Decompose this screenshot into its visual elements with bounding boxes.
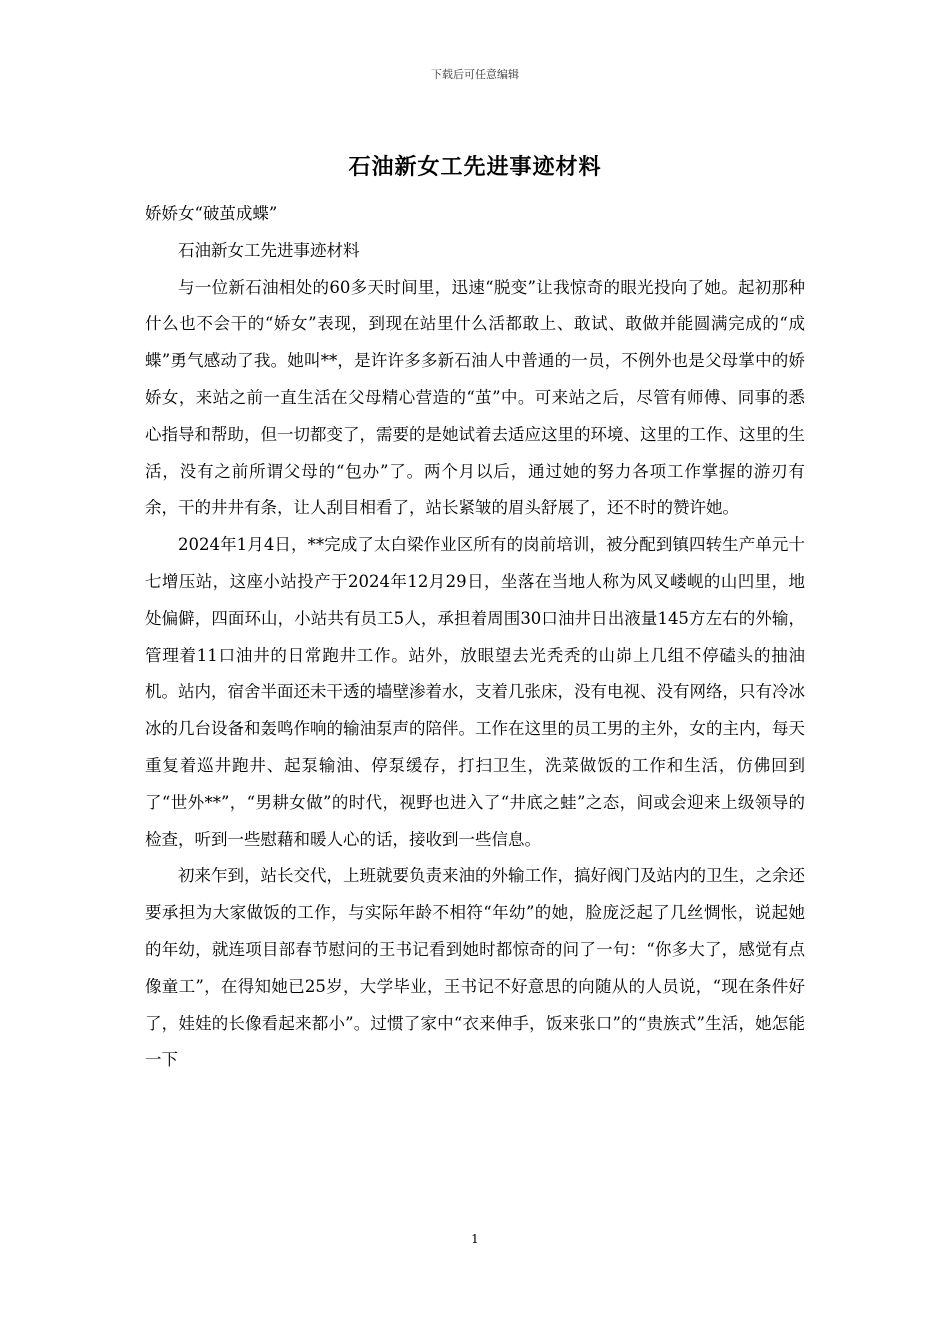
paragraph-2: 2024年1月4日，**完成了太白梁作业区所有的岗前培训，被分配到镇四转生产单元十七增压站，这座小站投产于2024年12月29日，坐落在当地人称为风叉嵝岘的山凹里，地处偏僻，四面环山，小站共有员工5人，承担着周围30口油井日出液量145方左右的外输，管理着11口油井的日常跑井工作。站外，放眼望去光秃秃的山峁上几组不停磕头的抽油机。站内，宿舍半面还未干透的墙壁渗着水，支着几张床，没有电视、没有网络，只有冷冰冰的几台设备和轰鸣作响的输油泵声的陪伴。工作在这里的员工男的主外，女的主内，每天重复着巡井跑井、起泵输油、停泵缓存，打扫卫生，洗菜做饭的工作和生活，仿佛回到了“世外**”，“男耕女做”的时代，视野也进入了“井底之蛙”之态，间或会迎来上级领导的检查，听到一些慰藉和暖人心的话，接收到一些信息。 xyxy=(145,535,805,849)
page-number: 1 xyxy=(471,1232,479,1246)
paragraph-1: 与一位新石油相处的60多天时间里，迅速“脱变”让我惊奇的眼光投向了她。起初那种什么也不会干的“娇女”表现，到现在站里什么活都敢上、敢试、敢做并能圆满完成的“成蝶”勇气感动了我。她叫**，是许许多多新石油人中普通的一员，不例外也是父母掌中的娇娇女，来站之前一直生活在父母精心营造的“茧”中。可来站之后，尽管有师傅、同事的悉心指导和帮助，但一切都变了，需要的是她试着去适应这里的环境、这里的工作、这里的生活，没有之前所谓父母的“包办”了。两个月以后，通过她的努力各项工作掌握的游刃有余，干的井井有条，让人刮目相看了，站长紧皱的眉头舒展了，还不时的赞许她。 xyxy=(145,277,805,518)
section-heading: 石油新女工先进事迹材料 xyxy=(178,240,360,260)
paragraph-3: 初来乍到，站长交代，上班就要负责来油的外输工作，搞好阀门及站内的卫生，之余还要承担为大家做饭的工作，与实际年龄不相符“年幼”的她，脸庞泛起了几丝惆怅，说起她的年幼，就连项目部春节慰问的王书记看到她时都惊奇的问了一句：“你多大了，感觉有点像童工”，在得知她已25岁，大学毕业，王书记不好意思的向随从的人员说，“现在条件好了，娃娃的长像看起来都小”。过惯了家中“衣来伸手，饭来张口”的“贵族式”生活，她怎能一下 xyxy=(145,866,805,1070)
subtitle: 娇娇女“破茧成蝶” xyxy=(145,204,278,223)
document-body xyxy=(145,196,805,1079)
header-note: 下载后可任意编辑 xyxy=(431,68,519,81)
document-title: 石油新女工先进事迹材料 xyxy=(348,154,602,180)
